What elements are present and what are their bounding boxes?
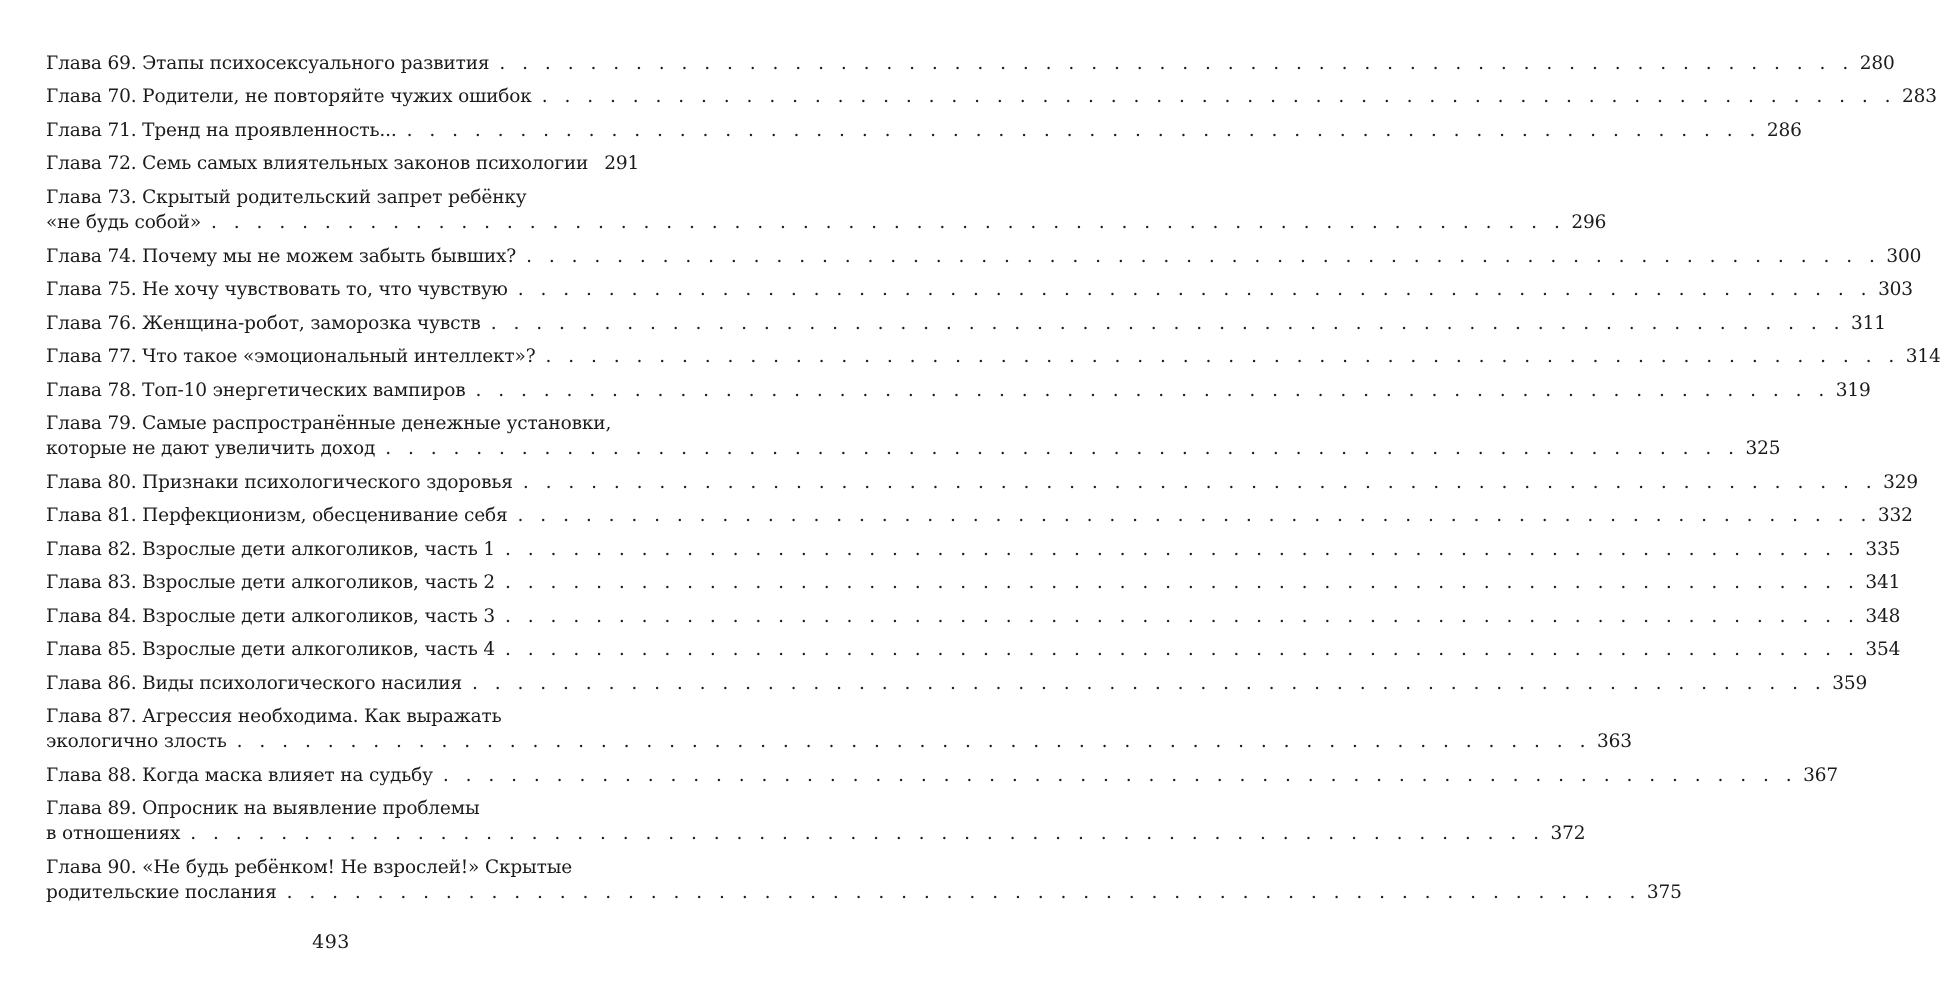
toc-entry-page-number: 311 — [1851, 312, 1886, 334]
toc-entry — [46, 84, 1937, 109]
toc-entry-title: Глава 89. Опросник на выявление проблемы — [46, 798, 480, 820]
toc-entry-page-number: 375 — [1646, 882, 1682, 904]
toc-entry-page-number: 363 — [1596, 731, 1632, 753]
toc-entry-title: Глава 83. Взрослые дети алкоголиков, часть 2 — [46, 572, 496, 594]
toc-entry — [46, 503, 1913, 528]
toc-entry-last-line — [46, 821, 1586, 846]
toc-entry — [46, 151, 640, 176]
toc-entry — [46, 244, 1922, 269]
toc-entry-page-number: 291 — [604, 153, 640, 175]
toc-entry-last-line — [46, 763, 1839, 788]
toc-entry — [46, 855, 1682, 905]
toc-entry-page-number: 367 — [1803, 764, 1839, 786]
dot-leader: . . . . . . . . . . . . . . . . . . . . . . . . . . . . . . . . . . . . . . . . . . . . . . . . . . . . . . . . . . . . — [211, 212, 1566, 234]
toc-entry-title: Глава 75. Не хочу чувствовать то, что чувствую — [46, 279, 508, 301]
page-number: 493 — [312, 931, 350, 953]
table-of-contents — [46, 51, 1941, 914]
toc-entry-title: Глава 80. Признаки психологического здоровья — [46, 471, 513, 493]
dot-leader: . . . . . . . . . . . . . . . . . . . . . . . . . . . . . . . . . . . . . . . . . . . . . . . . . . . . . . . . . . . . — [236, 731, 1591, 753]
toc-entry-line — [46, 796, 600, 821]
toc-entry-page-number: 329 — [1883, 471, 1918, 493]
toc-entry-last-line — [46, 503, 1913, 528]
toc-entry-title: Глава 76. Женщина-робот, заморозка чувств — [46, 312, 481, 334]
toc-entry — [46, 470, 1918, 495]
toc-entry — [46, 277, 1913, 302]
toc-entry — [46, 570, 1901, 595]
toc-entry — [46, 311, 1886, 336]
toc-entry-last-line — [46, 671, 1868, 696]
toc-entry — [46, 796, 1586, 846]
toc-entry-page-number: 335 — [1865, 538, 1901, 560]
toc-entry — [46, 637, 1901, 662]
toc-entry — [46, 411, 1781, 461]
dot-leader: . . . . . . . . . . . . . . . . . . . . . . . . . . . . . . . . . . . . . . . . . . . . . . . . . . . . . . . . . . . . — [545, 346, 1900, 368]
toc-entry-last-line — [46, 311, 1886, 336]
toc-entry-page-number: 372 — [1550, 823, 1586, 845]
toc-entry-title: родительские послания — [46, 882, 277, 904]
toc-entry-page-number: 296 — [1571, 212, 1607, 234]
toc-entry-line — [46, 855, 600, 880]
toc-entry-title: Глава 85. Взрослые дети алкоголиков, часть 4 — [46, 639, 496, 661]
toc-entry-last-line — [46, 880, 1682, 905]
toc-entry-title: Глава 77. Что такое «эмоциональный интеллект»? — [46, 346, 536, 368]
toc-entry — [46, 763, 1839, 788]
toc-entry — [46, 704, 1632, 754]
toc-entry-last-line — [46, 570, 1901, 595]
toc-entry-title: Глава 74. Почему мы не можем забыть бывших? — [46, 245, 517, 267]
toc-entry-last-line — [46, 378, 1871, 403]
toc-entry-last-line — [46, 84, 1937, 109]
toc-entry-last-line — [46, 151, 640, 176]
dot-leader: . . . . . . . . . . . . . . . . . . . . . . . . . . . . . . . . . . . . . . . . . . . . . . . . . . . . . . . . . . . . — [522, 471, 1878, 493]
toc-entry-title: Глава 90. «Не будь ребёнком! Не взрослей!» Скрытые — [46, 856, 573, 878]
toc-entry — [46, 378, 1871, 403]
toc-entry-title: Глава 73. Скрытый родительский запрет ребёнку — [46, 186, 527, 208]
toc-entry-page-number: 303 — [1878, 279, 1913, 301]
toc-entry-line — [46, 411, 612, 436]
dot-leader: . . . . . . . . . . . . . . . . . . . . . . . . . . . . . . . . . . . . . . . . . . . . . . . . . . . . . . . . . . . . — [541, 86, 1896, 108]
toc-entry-title: экологично злость — [46, 731, 227, 753]
toc-entry — [46, 604, 1901, 629]
toc-entry-title: Глава 71. Тренд на проявленность... — [46, 119, 397, 141]
toc-entry — [46, 185, 1607, 235]
toc-entry-title: Глава 69. Этапы психосексуального развития — [46, 53, 490, 74]
toc-entry-page-number: 325 — [1745, 438, 1781, 460]
dot-leader: . . . . . . . . . . . . . . . . . . . . . . . . . . . . . . . . . . . . . . . . . . . . . . . . . . . . . . . . . . . . — [190, 823, 1545, 845]
toc-entry — [46, 51, 1895, 76]
toc-entry-page-number: 286 — [1766, 119, 1802, 141]
toc-entry-last-line — [46, 729, 1632, 754]
dot-leader: . . . . . . . . . . . . . . . . . . . . . . . . . . . . . . . . . . . . . . . . . . . . . . . . . . . . . . . . . . . . — [505, 572, 1860, 594]
dot-leader: . . . . . . . . . . . . . . . . . . . . . . . . . . . . . . . . . . . . . . . . . . . . . . . . . . . . . . . . . . . . — [505, 639, 1860, 661]
toc-entry-title: Глава 79. Самые распространённые денежные установки, — [46, 413, 612, 435]
dot-leader: . . . . . . . . . . . . . . . . . . . . . . . . . . . . . . . . . . . . . . . . . . . . . . . . . . . . . . . . . . . . — [442, 764, 1798, 786]
toc-entry-page-number: 354 — [1865, 639, 1901, 661]
toc-entry-page-number: 359 — [1832, 672, 1868, 694]
toc-entry-title: Глава 78. Топ-10 энергетических вампиров — [46, 379, 466, 401]
toc-entry — [46, 344, 1941, 369]
toc-entry-last-line — [46, 604, 1901, 629]
toc-entry-title: которые не дают увеличить доход — [46, 438, 376, 460]
toc-entry-last-line — [46, 210, 1607, 235]
toc-entry-last-line — [46, 277, 1913, 302]
toc-entry-last-line — [46, 344, 1941, 369]
toc-entry-title: Глава 87. Агрессия необходима. Как выражать — [46, 706, 502, 728]
toc-entry-page-number: 283 — [1902, 86, 1937, 108]
toc-entry-page-number: 319 — [1835, 379, 1871, 401]
toc-entry-last-line — [46, 244, 1922, 269]
toc-entry-title: Глава 81. Перфекционизм, обесценивание себя — [46, 505, 508, 527]
toc-entry-last-line — [46, 637, 1901, 662]
toc-entry-page-number: 348 — [1865, 605, 1901, 627]
toc-entry-last-line — [46, 537, 1901, 562]
dot-leader: . . . . . . . . . . . . . . . . . . . . . . . . . . . . . . . . . . . . . . . . . . . . . . . . . . . . . . . . . . . . — [505, 538, 1860, 560]
toc-entry-page-number: 314 — [1905, 346, 1941, 368]
dot-leader: . . . . . . . . . . . . . . . . . . . . . . . . . . . . . . . . . . . . . . . . . . . . . . . . . . . . . . . . . . . . — [406, 119, 1761, 141]
dot-leader: . . . . . . . . . . . . . . . . . . . . . . . . . . . . . . . . . . . . . . . . . . . . . . . . . . . . . . . . . . . . — [526, 245, 1881, 267]
toc-entry-line — [46, 704, 600, 729]
dot-leader: . . . . . . . . . . . . . . . . . . . . . . . . . . . . . . . . . . . . . . . . . . . . . . . . . . . . . . . . . . . . — [472, 672, 1827, 694]
toc-entry-title: Глава 84. Взрослые дети алкоголиков, часть 3 — [46, 605, 496, 627]
toc-entry — [46, 671, 1868, 696]
dot-leader: . . . . . . . . . . . . . . . . . . . . . . . . . . . . . . . . . . . . . . . . . . . . . . . . . . . . . . . . . . . . — [517, 505, 1872, 527]
toc-entry-title: в отношениях — [46, 823, 181, 845]
toc-entry — [46, 537, 1901, 562]
toc-entry-title: «не будь собой» — [46, 212, 202, 234]
toc-entry-title: Глава 70. Родители, не повторяйте чужих ошибок — [46, 86, 532, 108]
toc-entry-page-number: 300 — [1886, 245, 1922, 267]
dot-leader: . . . . . . . . . . . . . . . . . . . . . . . . . . . . . . . . . . . . . . . . . . . . . . . . . . . . . . . . . . . . — [490, 312, 1845, 334]
toc-entry-title: Глава 82. Взрослые дети алкоголиков, часть 1 — [46, 538, 496, 560]
dot-leader: . . . . . . . . . . . . . . . . . . . . . . . . . . . . . . . . . . . . . . . . . . . . . . . . . . . . . . . . . . . . — [499, 53, 1854, 74]
toc-entry-last-line — [46, 436, 1781, 461]
dot-leader: . . . . . . . . . . . . . . . . . . . . . . . . . . . . . . . . . . . . . . . . . . . . . . . . . . . . . . . . . . . . — [517, 279, 1873, 301]
toc-entry-last-line — [46, 470, 1918, 495]
toc-entry-title: Глава 88. Когда маска влияет на судьбу — [46, 764, 433, 786]
dot-leader: . . . . . . . . . . . . . . . . . . . . . . . . . . . . . . . . . . . . . . . . . . . . . . . . . . . . . . . . . . . . — [505, 605, 1860, 627]
dot-leader: . . . . . . . . . . . . . . . . . . . . . . . . . . . . . . . . . . . . . . . . . . . . . . . . . . . . . . . . . . . . — [286, 882, 1641, 904]
toc-entry — [46, 118, 1802, 143]
toc-entry-page-number: 332 — [1877, 505, 1913, 527]
toc-entry-title: Глава 86. Виды психологического насилия — [46, 672, 462, 694]
toc-entry-last-line — [46, 51, 1895, 76]
toc-entry-page-number: 280 — [1859, 53, 1895, 74]
toc-entry-last-line — [46, 118, 1802, 143]
dot-leader: . . . . . . . . . . . . . . . . . . . . . . . . . . . . . . . . . . . . . . . . . . . . . . . . . . . . . . . . . . . . — [385, 438, 1740, 460]
toc-entry-title: Глава 72. Семь самых влиятельных законов психологии — [46, 153, 589, 175]
dot-leader: . . . . . . . . . . . . . . . . . . . . . . . . . . . . . . . . . . . . . . . . . . . . . . . . . . . . . . . . . . . . — [475, 379, 1830, 401]
toc-entry-page-number: 341 — [1865, 572, 1901, 594]
toc-entry-line — [46, 185, 600, 210]
